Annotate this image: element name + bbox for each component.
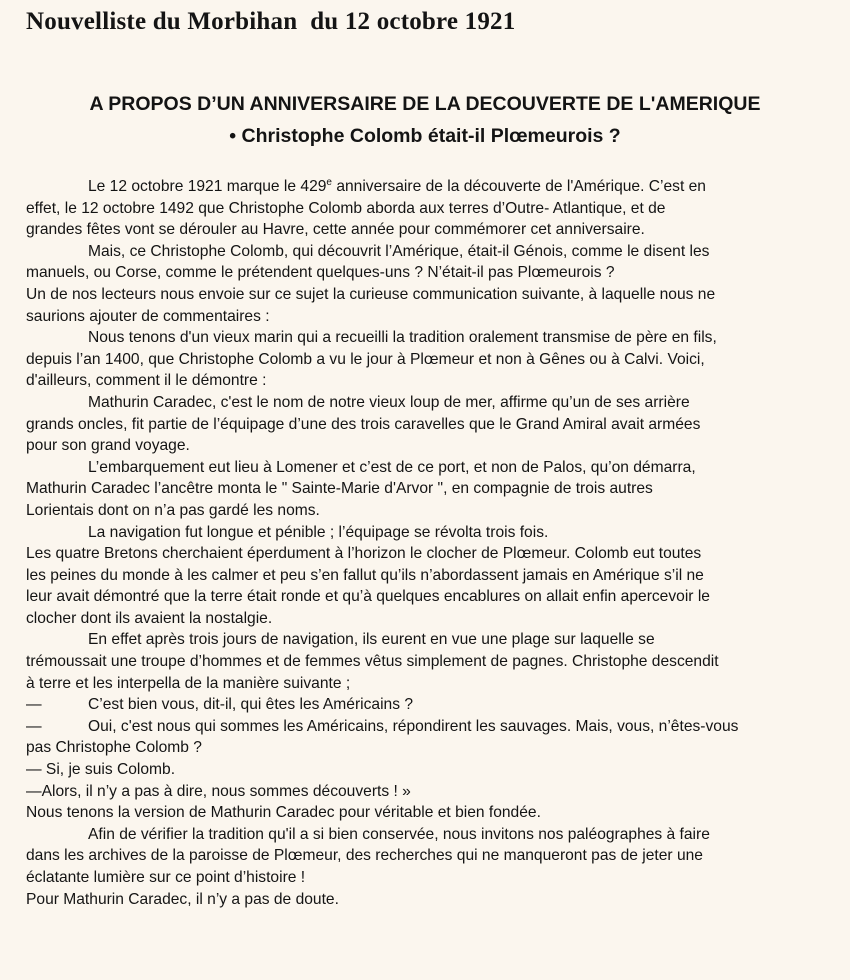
body-line: pour son grand voyage. <box>26 437 190 455</box>
body-line: Afin de vérifier la tradition qu'il a si bien conservée, nous invitons nos paléographes à faire <box>88 825 710 843</box>
body-line: Nous tenons d'un vieux marin qui a recueilli la tradition oralement transmise de père en fils, <box>88 329 717 347</box>
dialogue-line: —Alors, il n’y a pas à dire, nous sommes découverts ! » <box>26 782 411 800</box>
body-line: éclatante lumière sur ce point d’histoire ! <box>26 869 306 886</box>
body-line: pas Christophe Colomb ? <box>26 739 202 757</box>
body-line: Mathurin Caradec l’ancêtre monta le " Sainte-Marie d'Arvor ", en compagnie de trois autres <box>26 480 653 498</box>
body-line: effet, le 12 octobre 1492 que Christophe Colomb aborda aux terres d’Outre- Atlantique, et de <box>26 199 666 217</box>
body-line: grands oncles, fit partie de l’équipage d’une des trois caravelles que le Grand Amiral avait armées <box>26 415 701 433</box>
article-body <box>26 176 826 910</box>
body-line: leur avait démontré que la terre était ronde et qu’à quelques encablures on allait enfin apercevoir le <box>26 588 710 606</box>
body-line: Lorientais dont on n’a pas gardé les noms. <box>26 501 320 519</box>
body-line <box>26 176 826 198</box>
body-line: trémoussait une troupe d’hommes et de femmes vêtus simplement de pagnes. Christophe descendit <box>26 653 719 671</box>
body-text: Le 12 octobre 1921 marque le 429 <box>88 178 327 195</box>
body-line: grandes fêtes vont se dérouler au Havre, cette année pour commémorer cet anniversaire. <box>26 221 645 239</box>
ordinal-superscript: e <box>326 176 332 188</box>
body-line: d'ailleurs, comment il le démontre : <box>26 372 267 390</box>
body-line: Les quatre Bretons cherchaient éperdument à l’horizon le clocher de Plœmeur. Colomb eut toutes <box>26 545 702 563</box>
body-text: C’est bien vous, dit-il, qui êtes les Américains ? <box>88 696 414 714</box>
body-line: les peines du monde à les calmer et peu s’en fallut qu’ils n’abordassent jamais en Amérique s’il ne <box>26 566 704 584</box>
body-line: Nous tenons la version de Mathurin Caradec pour véritable et bien fondée. <box>26 804 541 822</box>
body-line: Mais, ce Christophe Colomb, qui découvrit l’Amérique, était-il Génois, comme le disent les <box>88 242 710 260</box>
dialogue-line: — Si, je suis Colomb. <box>26 761 176 779</box>
body-line: dans les archives de la paroisse de Plœmeur, des recherches qui ne manqueront pas de jeter une <box>26 847 703 865</box>
body-line: depuis l’an 1400, que Christophe Colomb a vu le jour à Plœmeur et non à Gênes ou à Calvi. Voici, <box>26 350 705 368</box>
body-text: anniversaire de la découverte de l'Amérique. C’est en <box>331 178 706 195</box>
body-line: manuels, ou Corse, comme le prétendent quelques-uns ? N’était-il pas Plœmeurois ? <box>26 264 615 282</box>
dialogue-line <box>26 694 826 716</box>
body-line: Un de nos lecteurs nous envoie sur ce sujet la curieuse communication suivante, à laquelle nous ne <box>26 285 716 303</box>
body-line: La navigation fut longue et pénible ; l’équipage se révolta trois fois. <box>88 523 549 541</box>
body-line: à terre et les interpella de la manière suivante ; <box>26 674 351 692</box>
dialogue-dash: — <box>26 717 42 735</box>
body-line: saurions ajouter de commentaires : <box>26 307 270 325</box>
dialogue-line <box>26 716 826 738</box>
article-subhead: • Christophe Colomb était-il Plœmeurois ? <box>229 125 621 147</box>
body-line: clocher dont ils avaient la nostalgie. <box>26 609 273 627</box>
newspaper-masthead: Nouvelliste du Morbihan du 12 octobre 1921 <box>26 8 516 35</box>
body-line: Mathurin Caradec, c'est le nom de notre vieux loup de mer, affirme qu’un de ses arrière <box>88 393 690 411</box>
dialogue-dash: — <box>26 696 42 714</box>
body-line: Pour Mathurin Caradec, il n’y a pas de doute. <box>26 890 339 908</box>
body-line: L’embarquement eut lieu à Lomener et c’est de ce port, et non de Palos, qu’on démarra, <box>88 458 696 476</box>
body-text: Oui, c'est nous qui sommes les Américains, répondirent les sauvages. Mais, vous, n’êtes-vous <box>88 717 739 735</box>
article-headline: A PROPOS D’UN ANNIVERSAIRE DE LA DECOUVERTE DE L'AMERIQUE <box>89 93 761 115</box>
body-line: En effet après trois jours de navigation, ils eurent en vue une plage sur laquelle se <box>88 631 655 649</box>
